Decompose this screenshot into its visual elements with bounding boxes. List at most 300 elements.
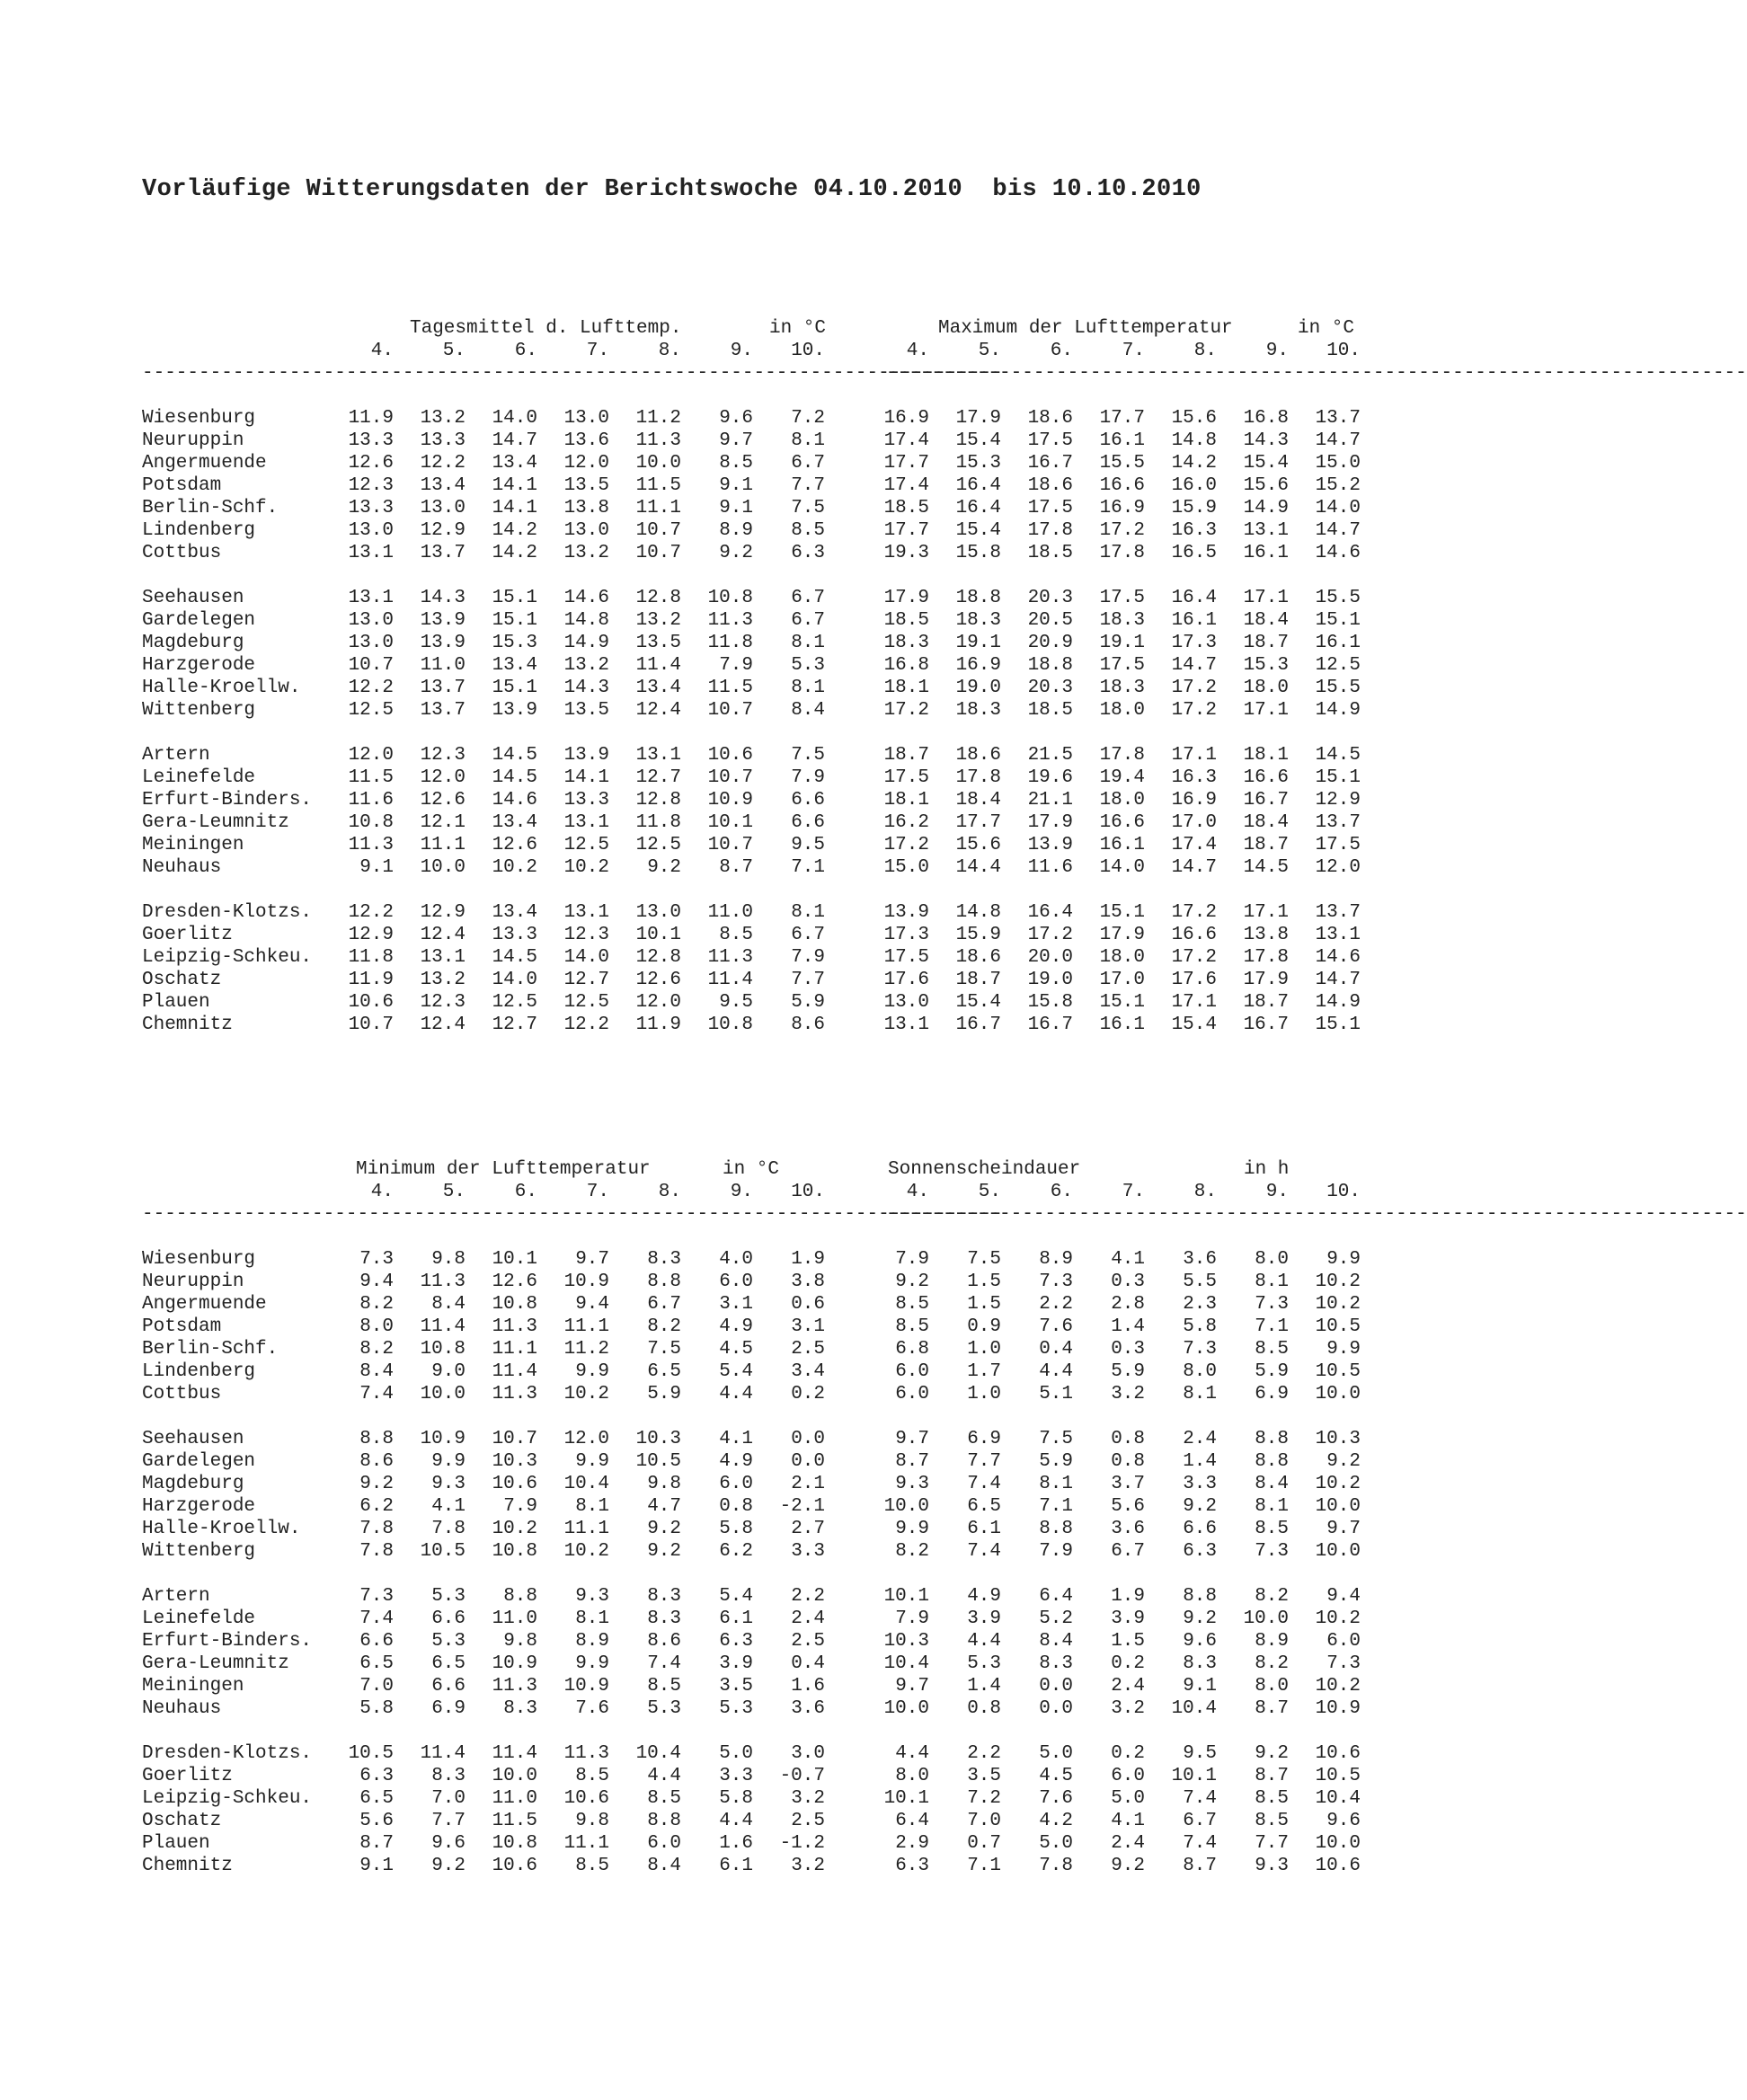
- value-cell: 10.0: [492, 1766, 537, 1786]
- station-name: Erfurt-Binders.: [142, 1631, 313, 1652]
- value-cell: 11.8: [635, 812, 681, 833]
- value-cell: 0.8: [967, 1698, 1001, 1719]
- value-cell: 8.1: [1255, 1272, 1289, 1292]
- value-cell: 12.6: [420, 790, 466, 811]
- value-cell: 8.2: [1255, 1586, 1289, 1607]
- value-cell: 18.6: [955, 947, 1001, 968]
- value-cell: 5.0: [719, 1743, 753, 1764]
- value-cell: 10.2: [1315, 1676, 1361, 1697]
- station-name: Oschatz: [142, 1811, 222, 1831]
- value-cell: 10.1: [1171, 1766, 1217, 1786]
- value-cell: 5.8: [359, 1698, 394, 1719]
- value-cell: 8.5: [719, 925, 753, 945]
- value-cell: 11.1: [635, 498, 681, 518]
- value-cell: 10.8: [492, 1541, 537, 1562]
- value-cell: 12.0: [635, 992, 681, 1013]
- station-name: Goerlitz: [142, 1766, 233, 1786]
- value-cell: 13.0: [348, 633, 394, 653]
- value-cell: 2.5: [791, 1631, 825, 1652]
- value-cell: 11.5: [707, 678, 753, 698]
- value-cell: 11.3: [492, 1676, 537, 1697]
- value-cell: 10.1: [883, 1788, 929, 1809]
- value-cell: 18.1: [1243, 745, 1289, 766]
- value-cell: 8.8: [1255, 1451, 1289, 1472]
- value-cell: 8.2: [359, 1339, 394, 1360]
- value-cell: 14.9: [1243, 498, 1289, 518]
- value-cell: 9.2: [647, 857, 681, 878]
- value-cell: 19.0: [1027, 970, 1073, 990]
- value-cell: 5.8: [719, 1788, 753, 1809]
- value-cell: 13.1: [420, 947, 466, 968]
- station-name: Gardelegen: [142, 610, 256, 631]
- value-cell: 0.2: [791, 1384, 825, 1404]
- value-cell: 11.4: [707, 970, 753, 990]
- value-cell: 14.7: [1171, 655, 1217, 676]
- value-cell: 11.3: [348, 835, 394, 855]
- value-cell: 4.2: [1039, 1811, 1073, 1831]
- value-cell: 2.3: [1183, 1294, 1217, 1315]
- value-cell: 17.2: [1027, 925, 1073, 945]
- station-name: Erfurt-Binders.: [142, 790, 313, 811]
- value-cell: 11.3: [635, 430, 681, 451]
- value-cell: 7.1: [967, 1856, 1001, 1876]
- value-cell: 16.3: [1171, 767, 1217, 788]
- value-cell: 3.6: [1111, 1519, 1145, 1539]
- value-cell: 12.2: [348, 678, 394, 698]
- value-cell: 12.3: [563, 925, 609, 945]
- value-cell: 11.3: [707, 610, 753, 631]
- value-cell: 12.5: [635, 835, 681, 855]
- value-cell: 17.1: [1243, 700, 1289, 721]
- value-cell: 10.2: [1315, 1294, 1361, 1315]
- value-cell: 12.5: [563, 835, 609, 855]
- value-cell: 5.3: [967, 1653, 1001, 1674]
- value-cell: 15.1: [1099, 902, 1145, 923]
- value-cell: 7.4: [967, 1474, 1001, 1494]
- value-cell: 12.9: [420, 520, 466, 541]
- value-cell: 13.0: [348, 610, 394, 631]
- value-cell: 14.8: [955, 902, 1001, 923]
- value-cell: 14.8: [1171, 430, 1217, 451]
- value-cell: 10.4: [563, 1474, 609, 1494]
- value-cell: 21.1: [1027, 790, 1073, 811]
- value-cell: 16.9: [1099, 498, 1145, 518]
- value-cell: 5.8: [719, 1519, 753, 1539]
- value-cell: 17.9: [1099, 925, 1145, 945]
- value-cell: 10.1: [883, 1586, 929, 1607]
- value-cell: 5.0: [1039, 1833, 1073, 1854]
- value-cell: 8.3: [503, 1698, 537, 1719]
- value-cell: 1.7: [967, 1361, 1001, 1382]
- value-cell: 10.0: [1315, 1833, 1361, 1854]
- value-cell: 7.0: [359, 1676, 394, 1697]
- value-cell: 17.7: [883, 520, 929, 541]
- value-cell: 15.6: [1243, 475, 1289, 496]
- value-cell: 19.3: [883, 543, 929, 563]
- value-cell: 7.8: [431, 1519, 466, 1539]
- value-cell: 20.0: [1027, 947, 1073, 968]
- value-cell: 14.6: [1315, 543, 1361, 563]
- value-cell: 3.6: [791, 1698, 825, 1719]
- value-cell: 6.9: [1255, 1384, 1289, 1404]
- value-cell: 16.9: [1171, 790, 1217, 811]
- value-cell: 10.8: [420, 1339, 466, 1360]
- value-cell: 12.0: [563, 453, 609, 474]
- value-cell: 5.8: [1183, 1316, 1217, 1337]
- value-cell: 9.6: [431, 1833, 466, 1854]
- value-cell: 2.1: [791, 1474, 825, 1494]
- station-name: Magdeburg: [142, 1474, 244, 1494]
- value-cell: 10.7: [707, 767, 753, 788]
- value-cell: 5.4: [719, 1361, 753, 1382]
- value-cell: 7.4: [359, 1608, 394, 1629]
- value-cell: 18.7: [1243, 633, 1289, 653]
- value-cell: 16.9: [883, 408, 929, 429]
- value-cell: 0.4: [1039, 1339, 1073, 1360]
- value-cell: 13.3: [348, 498, 394, 518]
- value-cell: 17.7: [883, 453, 929, 474]
- value-cell: 9.4: [359, 1272, 394, 1292]
- value-cell: 5.0: [1111, 1788, 1145, 1809]
- value-cell: 15.1: [492, 610, 537, 631]
- value-cell: 0.3: [1111, 1339, 1145, 1360]
- value-cell: 5.3: [719, 1698, 753, 1719]
- value-cell: 10.9: [1315, 1698, 1361, 1719]
- value-cell: 15.4: [955, 430, 1001, 451]
- value-cell: 9.2: [1183, 1608, 1217, 1629]
- day-label-right: 4.: [906, 341, 929, 361]
- value-cell: 13.4: [635, 678, 681, 698]
- value-cell: 10.2: [563, 1384, 609, 1404]
- value-cell: 8.5: [1255, 1811, 1289, 1831]
- value-cell: 12.8: [635, 947, 681, 968]
- value-cell: 0.0: [791, 1451, 825, 1472]
- value-cell: 13.0: [563, 408, 609, 429]
- station-name: Goerlitz: [142, 925, 233, 945]
- value-cell: 10.4: [635, 1743, 681, 1764]
- value-cell: 6.2: [719, 1541, 753, 1562]
- station-name: Harzgerode: [142, 1496, 256, 1517]
- value-cell: 13.9: [420, 610, 466, 631]
- value-cell: 13.7: [1315, 408, 1361, 429]
- value-cell: 13.1: [883, 1015, 929, 1035]
- value-cell: 6.7: [791, 925, 825, 945]
- value-cell: 10.1: [635, 925, 681, 945]
- value-cell: 17.5: [1099, 588, 1145, 608]
- value-cell: 7.9: [895, 1249, 929, 1270]
- value-cell: 10.7: [635, 520, 681, 541]
- value-cell: 7.9: [791, 947, 825, 968]
- value-cell: 14.0: [1099, 857, 1145, 878]
- value-cell: 10.3: [635, 1429, 681, 1449]
- value-cell: 7.1: [1039, 1496, 1073, 1517]
- value-cell: 15.4: [955, 992, 1001, 1013]
- value-cell: 16.6: [1171, 925, 1217, 945]
- value-cell: 4.5: [1039, 1766, 1073, 1786]
- value-cell: 5.0: [1039, 1743, 1073, 1764]
- value-cell: 11.3: [707, 947, 753, 968]
- value-cell: 12.5: [348, 700, 394, 721]
- value-cell: 17.6: [883, 970, 929, 990]
- value-cell: 0.9: [967, 1316, 1001, 1337]
- value-cell: 16.2: [883, 812, 929, 833]
- day-label-right: 10.: [1326, 341, 1361, 361]
- value-cell: 7.9: [503, 1496, 537, 1517]
- value-cell: 6.3: [719, 1631, 753, 1652]
- value-cell: 8.3: [647, 1249, 681, 1270]
- value-cell: 8.1: [791, 430, 825, 451]
- value-cell: 16.9: [955, 655, 1001, 676]
- day-label-right: 9.: [1265, 341, 1289, 361]
- value-cell: 7.8: [359, 1541, 394, 1562]
- value-cell: 19.0: [955, 678, 1001, 698]
- day-label-left: 6.: [514, 341, 537, 361]
- value-cell: 12.0: [1315, 857, 1361, 878]
- value-cell: 5.9: [1111, 1361, 1145, 1382]
- value-cell: 11.1: [420, 835, 466, 855]
- value-cell: 0.0: [1039, 1698, 1073, 1719]
- value-cell: 13.2: [563, 543, 609, 563]
- value-cell: 4.1: [1111, 1249, 1145, 1270]
- value-cell: 10.5: [348, 1743, 394, 1764]
- value-cell: 3.3: [1183, 1474, 1217, 1494]
- value-cell: 12.0: [348, 745, 394, 766]
- value-cell: 0.8: [719, 1496, 753, 1517]
- value-cell: 13.2: [563, 655, 609, 676]
- value-cell: 10.0: [635, 453, 681, 474]
- value-cell: 5.3: [791, 655, 825, 676]
- value-cell: 13.7: [420, 543, 466, 563]
- value-cell: 11.6: [348, 790, 394, 811]
- value-cell: 4.4: [719, 1384, 753, 1404]
- value-cell: 8.5: [575, 1766, 609, 1786]
- value-cell: 9.2: [1255, 1743, 1289, 1764]
- station-name: Artern: [142, 745, 210, 766]
- value-cell: 11.8: [707, 633, 753, 653]
- value-cell: 15.1: [1315, 610, 1361, 631]
- value-cell: 6.3: [895, 1856, 929, 1876]
- value-cell: 3.8: [791, 1272, 825, 1292]
- value-cell: 7.9: [895, 1608, 929, 1629]
- station-name: Gardelegen: [142, 1451, 256, 1472]
- value-cell: 8.5: [647, 1788, 681, 1809]
- value-cell: 8.7: [359, 1833, 394, 1854]
- left-section-unit: in °C: [723, 1159, 780, 1180]
- value-cell: 7.5: [791, 498, 825, 518]
- station-name: Leipzig-Schkeu.: [142, 1788, 313, 1809]
- value-cell: 16.8: [1243, 408, 1289, 429]
- value-cell: 4.4: [719, 1811, 753, 1831]
- day-label-left: 5.: [442, 1182, 466, 1202]
- value-cell: 10.9: [707, 790, 753, 811]
- value-cell: 8.4: [647, 1856, 681, 1876]
- value-cell: 12.8: [635, 790, 681, 811]
- value-cell: 5.6: [359, 1811, 394, 1831]
- value-cell: 13.3: [348, 430, 394, 451]
- value-cell: 11.5: [635, 475, 681, 496]
- value-cell: 13.4: [492, 655, 537, 676]
- value-cell: 9.7: [719, 430, 753, 451]
- station-name: Meiningen: [142, 835, 244, 855]
- value-cell: 14.0: [492, 408, 537, 429]
- day-label-left: 8.: [658, 341, 681, 361]
- value-cell: 10.6: [563, 1788, 609, 1809]
- value-cell: 13.6: [563, 430, 609, 451]
- value-cell: 15.4: [955, 520, 1001, 541]
- value-cell: 16.1: [1171, 610, 1217, 631]
- value-cell: 7.3: [359, 1586, 394, 1607]
- value-cell: 11.1: [492, 1339, 537, 1360]
- value-cell: 10.8: [492, 1294, 537, 1315]
- value-cell: 19.1: [955, 633, 1001, 653]
- value-cell: 13.9: [492, 700, 537, 721]
- value-cell: 21.5: [1027, 745, 1073, 766]
- value-cell: 20.5: [1027, 610, 1073, 631]
- value-cell: 9.5: [719, 992, 753, 1013]
- value-cell: 14.5: [492, 947, 537, 968]
- value-cell: 10.7: [707, 700, 753, 721]
- value-cell: 1.6: [719, 1833, 753, 1854]
- value-cell: 13.7: [1315, 902, 1361, 923]
- value-cell: 11.1: [563, 1833, 609, 1854]
- value-cell: 8.7: [719, 857, 753, 878]
- value-cell: 15.6: [1171, 408, 1217, 429]
- value-cell: 6.5: [359, 1788, 394, 1809]
- value-cell: 12.3: [420, 992, 466, 1013]
- value-cell: 3.4: [791, 1361, 825, 1382]
- value-cell: 10.4: [1315, 1788, 1361, 1809]
- value-cell: 8.3: [647, 1586, 681, 1607]
- value-cell: 13.8: [1243, 925, 1289, 945]
- value-cell: 8.6: [359, 1451, 394, 1472]
- value-cell: 4.4: [1039, 1361, 1073, 1382]
- value-cell: 7.9: [791, 767, 825, 788]
- value-cell: 9.6: [1326, 1811, 1361, 1831]
- value-cell: 10.2: [492, 1519, 537, 1539]
- value-cell: 18.7: [955, 970, 1001, 990]
- station-name: Wiesenburg: [142, 1249, 256, 1270]
- value-cell: 12.9: [420, 902, 466, 923]
- value-cell: 6.0: [719, 1474, 753, 1494]
- value-cell: 10.0: [1315, 1496, 1361, 1517]
- day-label-right: 10.: [1326, 1182, 1361, 1202]
- day-label-right: 6.: [1050, 341, 1073, 361]
- value-cell: 16.4: [1027, 902, 1073, 923]
- value-cell: 2.4: [1183, 1429, 1217, 1449]
- station-name: Halle-Kroellw.: [142, 678, 301, 698]
- value-cell: 10.5: [420, 1541, 466, 1562]
- value-cell: 7.2: [791, 408, 825, 429]
- value-cell: 6.5: [431, 1653, 466, 1674]
- value-cell: 15.3: [955, 453, 1001, 474]
- value-cell: 10.5: [1315, 1316, 1361, 1337]
- value-cell: 9.7: [575, 1249, 609, 1270]
- value-cell: 3.2: [1111, 1698, 1145, 1719]
- value-cell: 1.5: [1111, 1631, 1145, 1652]
- value-cell: 14.1: [492, 475, 537, 496]
- value-cell: 13.9: [420, 633, 466, 653]
- value-cell: 8.2: [359, 1294, 394, 1315]
- value-cell: 13.4: [492, 902, 537, 923]
- value-cell: 13.1: [348, 588, 394, 608]
- value-cell: 13.0: [883, 992, 929, 1013]
- station-name: Seehausen: [142, 588, 244, 608]
- value-cell: 14.8: [563, 610, 609, 631]
- value-cell: 6.6: [431, 1676, 466, 1697]
- value-cell: 2.2: [967, 1743, 1001, 1764]
- value-cell: 2.4: [1111, 1676, 1145, 1697]
- value-cell: 10.0: [1315, 1384, 1361, 1404]
- value-cell: 9.2: [359, 1474, 394, 1494]
- station-name: Magdeburg: [142, 633, 244, 653]
- value-cell: 6.3: [1183, 1541, 1217, 1562]
- value-cell: 9.2: [431, 1856, 466, 1876]
- value-cell: 19.6: [1027, 767, 1073, 788]
- value-cell: 8.2: [647, 1316, 681, 1337]
- value-cell: 16.1: [1099, 835, 1145, 855]
- value-cell: 17.6: [1171, 970, 1217, 990]
- value-cell: 11.0: [492, 1608, 537, 1629]
- station-name: Leinefelde: [142, 767, 256, 788]
- value-cell: 6.2: [359, 1496, 394, 1517]
- value-cell: 10.9: [563, 1272, 609, 1292]
- value-cell: 10.2: [492, 857, 537, 878]
- value-cell: 8.3: [1183, 1653, 1217, 1674]
- value-cell: 16.4: [1171, 588, 1217, 608]
- value-cell: 8.3: [647, 1608, 681, 1629]
- value-cell: 7.6: [1039, 1316, 1073, 1337]
- value-cell: 15.5: [1315, 588, 1361, 608]
- value-cell: 17.2: [883, 835, 929, 855]
- value-cell: 14.1: [563, 767, 609, 788]
- value-cell: 17.7: [955, 812, 1001, 833]
- day-label-left: 7.: [586, 1182, 609, 1202]
- value-cell: 12.0: [420, 767, 466, 788]
- value-cell: 6.9: [967, 1429, 1001, 1449]
- value-cell: 8.1: [1039, 1474, 1073, 1494]
- station-name: Plauen: [142, 992, 210, 1013]
- value-cell: 17.5: [1099, 655, 1145, 676]
- station-name: Cottbus: [142, 1384, 222, 1404]
- day-label-right: 5.: [978, 341, 1001, 361]
- right-section-title: Sonnenscheindauer: [888, 1159, 1081, 1180]
- value-cell: 17.0: [1171, 812, 1217, 833]
- value-cell: 17.2: [1171, 947, 1217, 968]
- left-section-title: Minimum der Lufttemperatur: [356, 1159, 651, 1180]
- value-cell: 9.9: [1326, 1339, 1361, 1360]
- value-cell: 8.6: [647, 1631, 681, 1652]
- value-cell: 8.3: [1039, 1653, 1073, 1674]
- value-cell: 13.7: [1315, 812, 1361, 833]
- value-cell: 10.0: [883, 1496, 929, 1517]
- value-cell: 7.7: [431, 1811, 466, 1831]
- station-name: Leipzig-Schkeu.: [142, 947, 313, 968]
- value-cell: 11.9: [348, 970, 394, 990]
- value-cell: 16.7: [1243, 1015, 1289, 1035]
- value-cell: 10.6: [348, 992, 394, 1013]
- station-name: Berlin-Schf.: [142, 1339, 279, 1360]
- value-cell: 17.9: [955, 408, 1001, 429]
- value-cell: 10.0: [420, 1384, 466, 1404]
- value-cell: 9.0: [431, 1361, 466, 1382]
- value-cell: 9.9: [575, 1451, 609, 1472]
- value-cell: 10.7: [348, 655, 394, 676]
- value-cell: 8.9: [575, 1631, 609, 1652]
- value-cell: 8.4: [1255, 1474, 1289, 1494]
- value-cell: 7.5: [647, 1339, 681, 1360]
- value-cell: 8.4: [431, 1294, 466, 1315]
- value-cell: 16.4: [955, 475, 1001, 496]
